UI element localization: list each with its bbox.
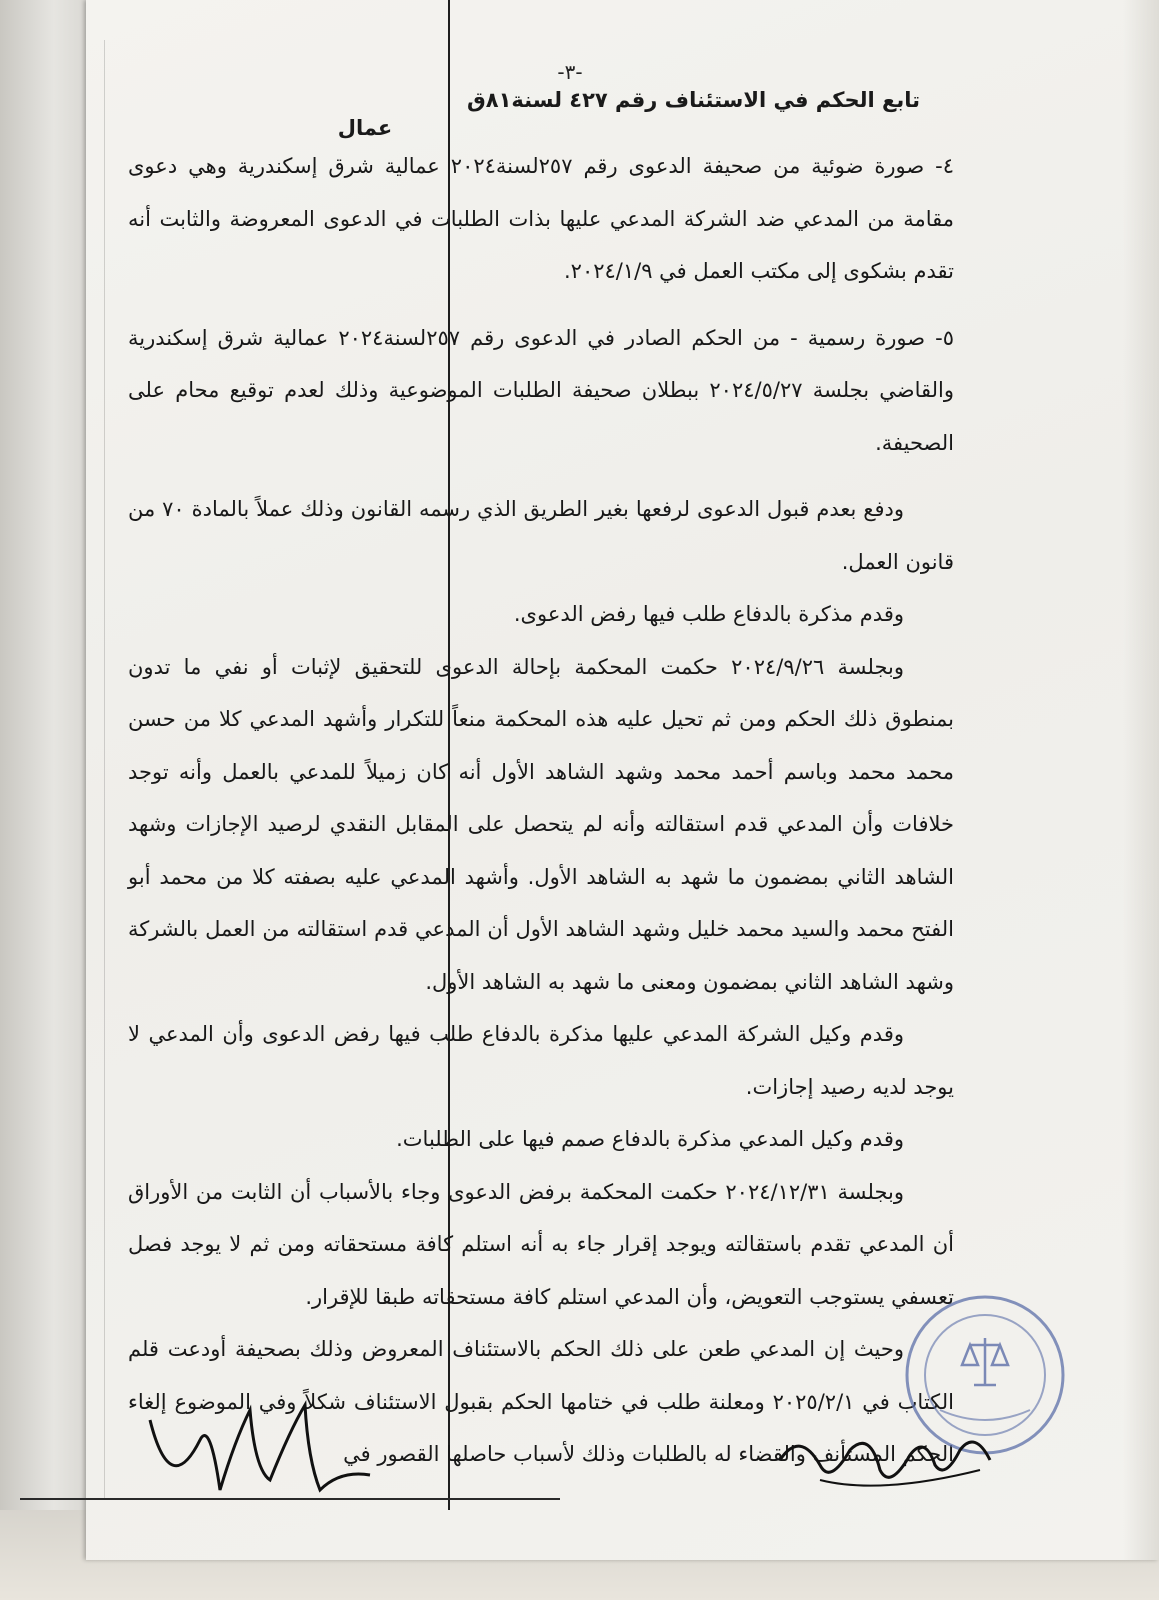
- page-edge-shadow: [1123, 0, 1159, 1560]
- margin-line: [104, 40, 105, 1500]
- desk-background-left: [0, 0, 90, 1600]
- page-number: -٣-: [557, 60, 583, 84]
- signature-line: [20, 1498, 560, 1500]
- paragraph-defense-memo: وقدم مذكرة بالدفاع طلب فيها رفض الدعوى.: [513, 602, 904, 626]
- paragraph-plaintiff-memo: وقدم وكيل المدعي مذكرة بالدفاع صمم فيها على الطلبات.: [396, 1127, 904, 1151]
- header-department: عمال: [337, 116, 393, 140]
- header-title: تابع الحكم في الاستئناف رقم ٤٢٧ لسنة٨١ق: [467, 88, 920, 112]
- paragraph-company-memo: وقدم وكيل الشركة المدعي عليها مذكرة بالدفاع طلب فيها رفض الدعوى وأن المدعي لا يوجد لديه رصيد إجازات.: [128, 1022, 954, 1099]
- document-body: [128, 140, 954, 1481]
- paragraph-defense-plea: ودفع بعدم قبول الدعوى لرفعها بغير الطريق الذي رسمه القانون وذلك عملاً بالمادة ٧٠ من قانون العمل.: [128, 497, 954, 574]
- paragraph-item-4: ٤- صورة ضوئية من صحيفة الدعوى رقم ٢٥٧لسنة٢٠٢٤ عمالية شرق إسكندرية وهي دعوى مقامة من المدعي ضد الشركة المدعي عليها بذات الطلبات في الدعوى المعروضة والثابت أنه تقدم بشكوى إلى مكتب العمل في ٢٠٢٤/١/٩.: [128, 154, 954, 283]
- paragraph-investigation: وبجلسة ٢٠٢٤/٩/٢٦ حكمت المحكمة بإحالة الدعوى للتحقيق لإثبات أو نفي ما تدون بمنطوق ذلك الحكم ومن ثم تحيل عليه هذه المحكمة منعاً للتكرار وأشهد المدعي كلا من حسن محمد محمد وباسم أحمد محمد وشهد الشاهد الأول أنه كان زميلاً للمدعي بالعمل وأنه توجد خلافات وأن المدعي قدم استقالته وأنه لم يتحصل على المقابل النقدي لرصيد الإجازات وشهد الشاهد الثاني بمضمون ما شهد به الشاهد الأول. وأشهد المدعي عليه بصفته كلا من محمد أبو الفتح محمد والسيد محمد خليل وشهد الشاهد الأول أن المدعي قدم استقالته من العمل بالشركة وشهد الشاهد الثاني بمضمون ومعنى ما شهد به الشاهد الأول.: [128, 654, 954, 994]
- paragraph-appeal: وحيث إن المدعي طعن على ذلك الحكم بالاستئناف المعروض وذلك بصحيفة أودعت قلم الكتاب في ٢٠٢٥/٢/١ ومعلنة طلب في ختامها الحكم بقبول الاستئناف شكلاً وفي الموضوع إلغاء الحكم المستأنف والقضاء له بالطلبات وذلك لأسباب حاصلها القصور في: [128, 1337, 954, 1466]
- paragraph-item-5: ٥- صورة رسمية - من الحكم الصادر في الدعوى رقم ٢٥٧لسنة٢٠٢٤ عمالية شرق إسكندرية والقاضي بجلسة ٢٠٢٤/٥/٢٧ ببطلان صحيفة الطلبات الموضوعية وذلك لعدم توقيع محام على الصحيفة.: [128, 325, 955, 455]
- signature-right: [760, 1410, 1000, 1500]
- paragraph-judgment: وبجلسة ٢٠٢٤/١٢/٣١ حكمت المحكمة برفض الدعوى وجاء بالأسباب أن الثابت من الأوراق أن المدعي تقدم باستقالته ويوجد إقرار جاء به أنه استلم كافة مستحقاته ومن ثم لا يوجد فصل تعسفي يستوجب التعويض، وأن المدعي استلم كافة مستحقاته طبقا للإقرار.: [128, 1179, 954, 1309]
